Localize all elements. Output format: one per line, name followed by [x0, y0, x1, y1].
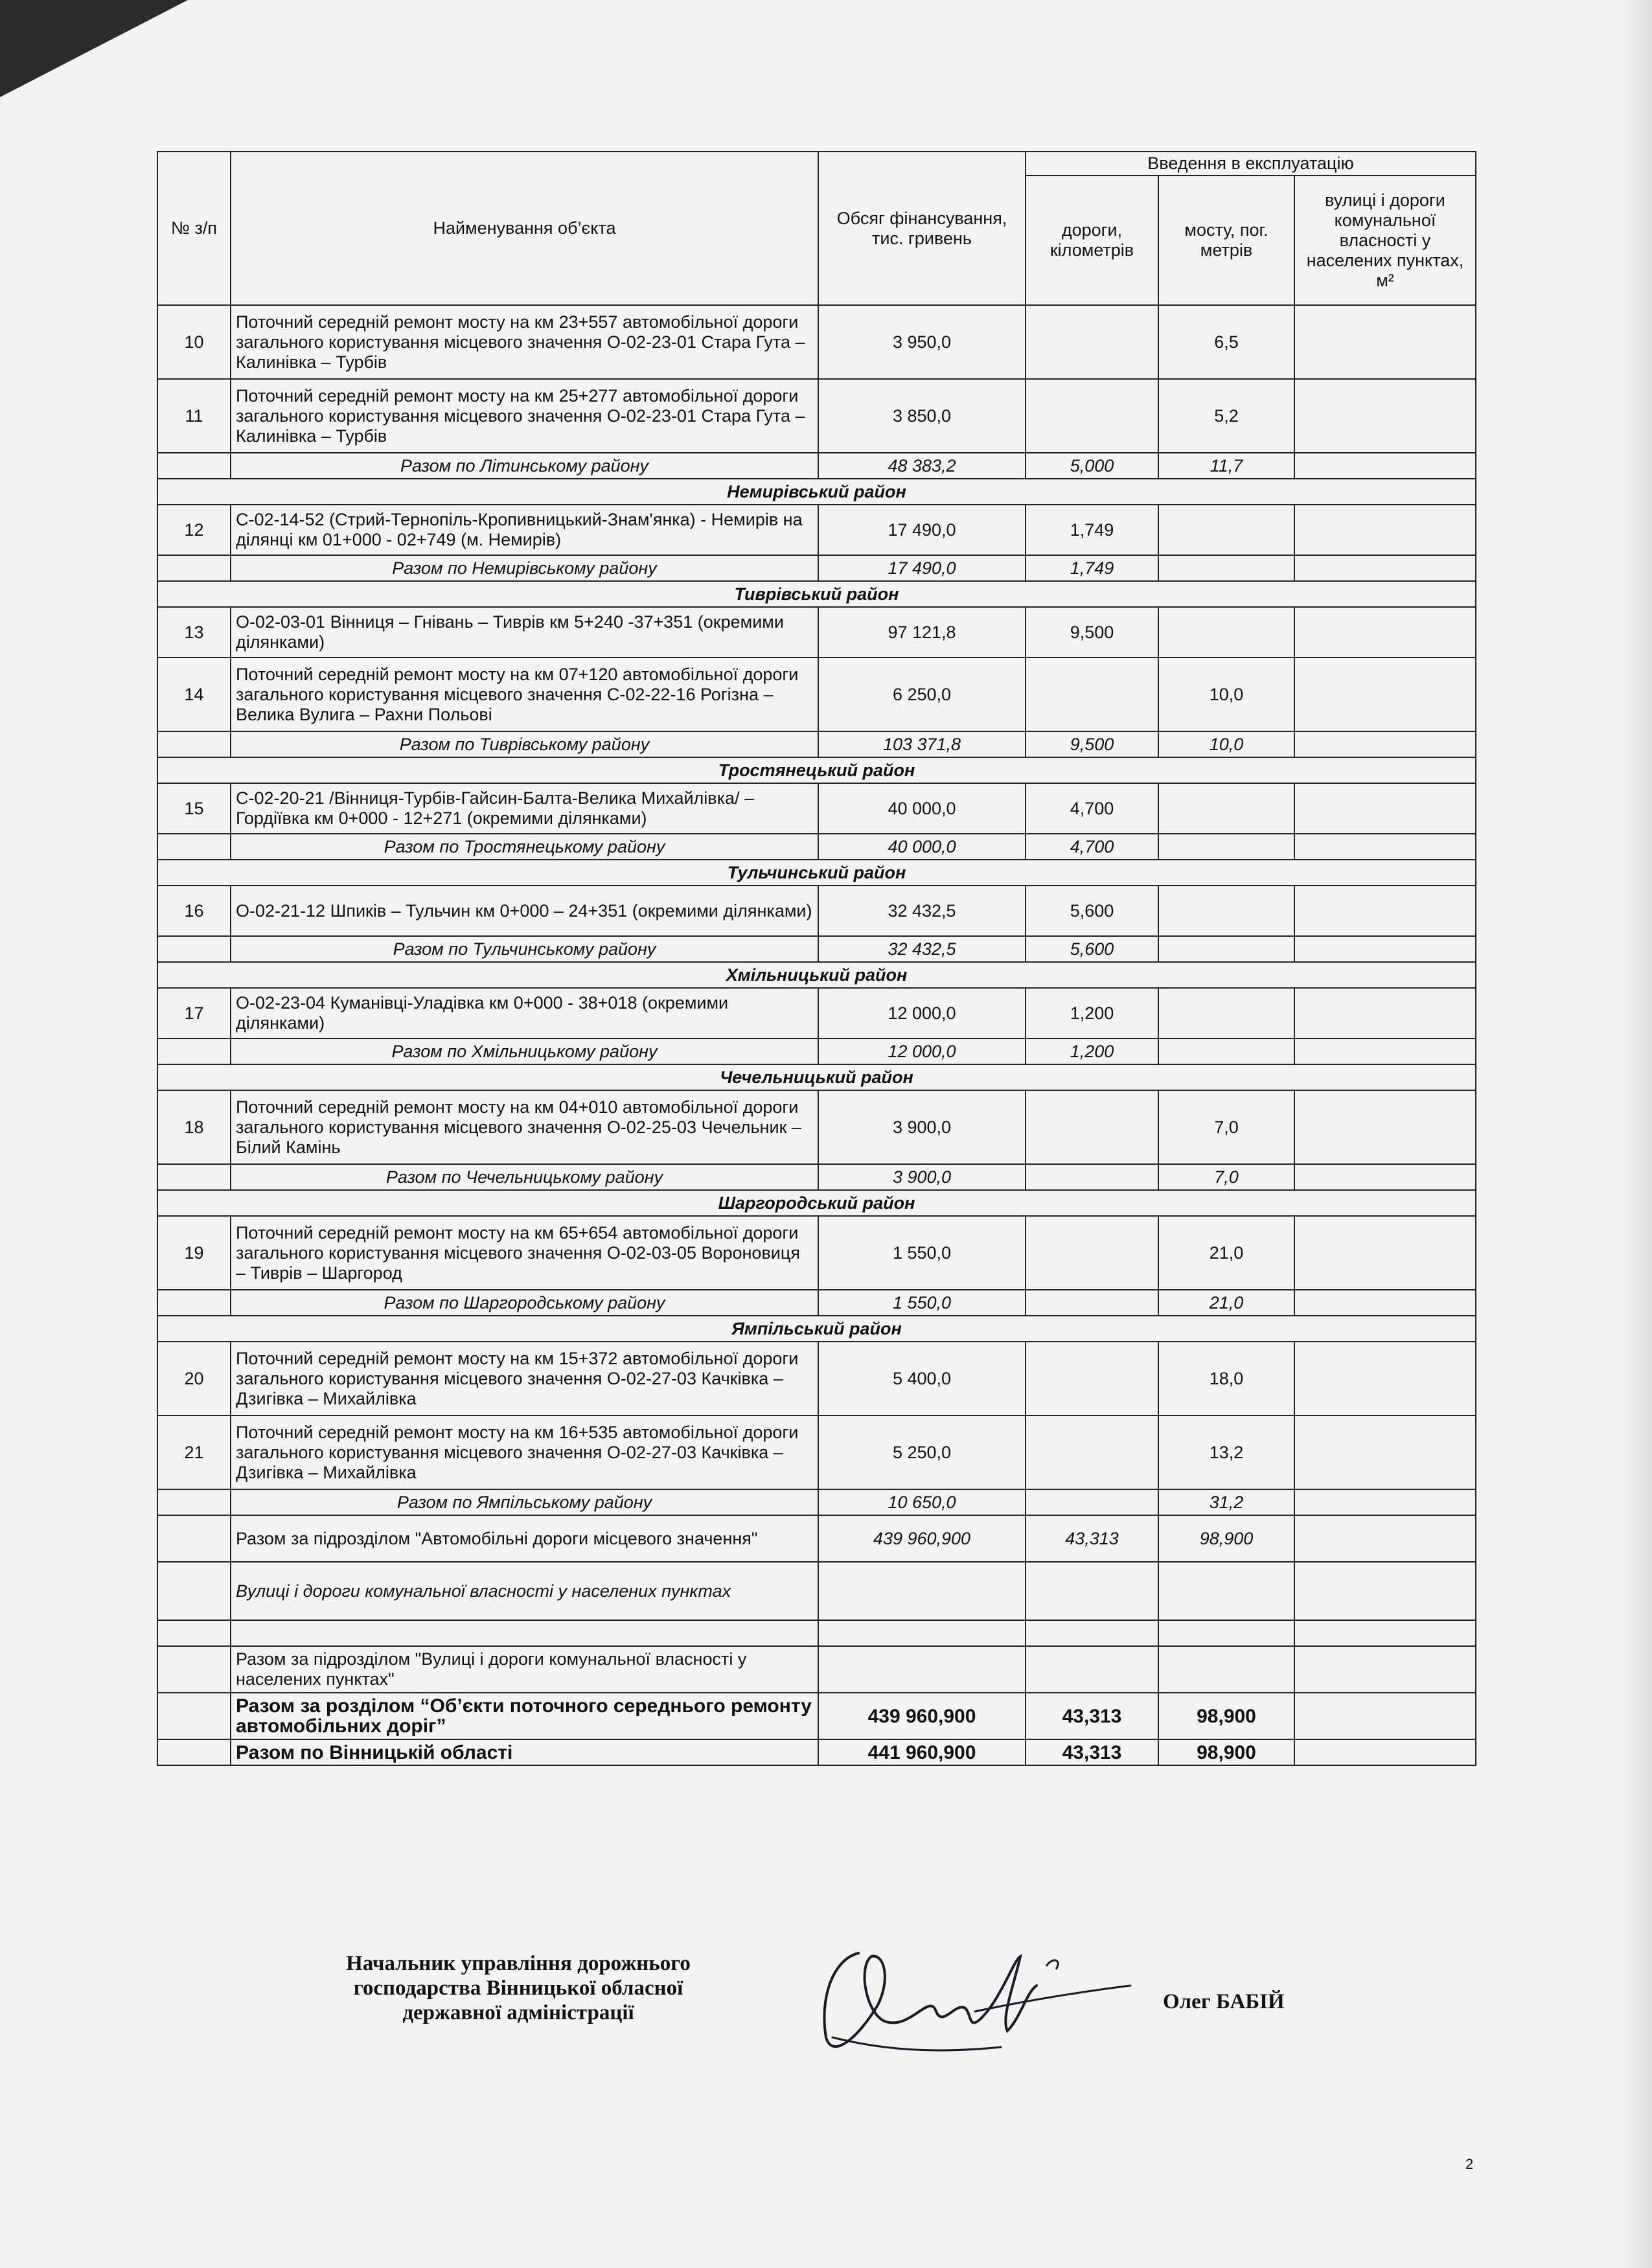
- subtotal-funding: 12 000,0: [818, 1038, 1026, 1064]
- funding-amount: 3 950,0: [818, 305, 1026, 379]
- district-subtotal-row: [157, 453, 1476, 479]
- row-number: 19: [157, 1216, 231, 1290]
- funding-amount: 1 550,0: [818, 1216, 1026, 1290]
- bridges-m: [1158, 505, 1294, 555]
- row-number-empty: [157, 1646, 231, 1693]
- streets-m2: [1294, 1415, 1476, 1489]
- object-name: Поточний середній ремонт мосту на км 25+277 автомобільної дороги загального користування місцевого значення О-02-23-01 Стара Гута – Калинівка – Турбів: [231, 379, 818, 453]
- table-header: [157, 152, 1476, 305]
- table-row: [157, 1342, 1476, 1415]
- object-name: Поточний середній ремонт мосту на км 65+654 автомобільної дороги загального користування місцевого значення О-02-03-05 Вороновиця – Тиврів – Шаргород: [231, 1216, 818, 1290]
- table-body: [157, 305, 1476, 1765]
- row-number-empty: [157, 1515, 231, 1562]
- streets-m2: [1294, 607, 1476, 658]
- row-number-empty: [157, 1693, 231, 1739]
- object-name: Поточний середній ремонт мосту на км 16+535 автомобільної дороги загального користування місцевого значення О-02-27-03 Качківка – Дзигівка – Михайлівка: [231, 1415, 818, 1489]
- subtotal-bridges-m: 10,0: [1158, 731, 1294, 757]
- row-number-empty: [157, 731, 231, 757]
- subtotal-roads-km: 1,200: [1026, 1038, 1158, 1064]
- scan-dark-corner: [0, 0, 188, 97]
- row-number-empty: [157, 1290, 231, 1316]
- section-total-row: [157, 1646, 1476, 1693]
- grand-total-funding: 441 960,900: [818, 1739, 1026, 1765]
- object-name: О-02-03-01 Вінниця – Гнівань – Тиврів км 5+240 -37+351 (окремими ділянками): [231, 607, 818, 658]
- table-row: [157, 1090, 1476, 1164]
- subtotal-funding: 48 383,2: [818, 453, 1026, 479]
- subtotal-roads-km: [1026, 1290, 1158, 1316]
- object-name: О-02-23-04 Куманівці-Уладівка км 0+000 - 38+018 (окремими ділянками): [231, 988, 818, 1038]
- district-name: Ямпільський район: [157, 1316, 1476, 1342]
- row-number: 20: [157, 1342, 231, 1415]
- row-number: 16: [157, 886, 231, 936]
- object-name: Поточний середній ремонт мосту на км 07+120 автомобільної дороги загального користування місцевого значення С-02-22-16 Рогізна – Велика Вулига – Рахни Польові: [231, 658, 818, 731]
- subtotal-funding: 40 000,0: [818, 834, 1026, 860]
- page-number: 2: [1465, 2156, 1474, 2172]
- signatory-name: Олег БАБІЙ: [1163, 1990, 1285, 2013]
- district-heading-row: [157, 860, 1476, 886]
- subtotal-label: Разом по Тульчинському району: [231, 936, 818, 962]
- grand-total-bridges-m: 98,900: [1158, 1693, 1294, 1739]
- district-subtotal-row: [157, 1164, 1476, 1190]
- district-subtotal-row: [157, 936, 1476, 962]
- table-row: [157, 607, 1476, 658]
- district-subtotal-row: [157, 1038, 1476, 1064]
- streets-m2: [1294, 1090, 1476, 1164]
- object-name: С-02-14-52 (Стрий-Тернопіль-Кропивницький-Знам'янка) - Немирів на ділянці км 01+000 - 02+749 (м. Немирів): [231, 505, 818, 555]
- funding-amount: 3 900,0: [818, 1090, 1026, 1164]
- district-subtotal-row: [157, 1290, 1476, 1316]
- bridges-m: 21,0: [1158, 1216, 1294, 1290]
- table-row: [157, 505, 1476, 555]
- district-heading-row: [157, 1064, 1476, 1090]
- row-number: 12: [157, 505, 231, 555]
- subtotal-roads-km: 5,600: [1026, 936, 1158, 962]
- district-name: Тульчинський район: [157, 860, 1476, 886]
- subtotal-roads-km: 1,749: [1026, 555, 1158, 581]
- district-heading-row: [157, 1316, 1476, 1342]
- roads-km: [1026, 379, 1158, 453]
- grand-total-funding: 439 960,900: [818, 1693, 1026, 1739]
- subtotal-funding: 32 432,5: [818, 936, 1026, 962]
- header-bridges-m: мосту, пог. метрів: [1158, 176, 1294, 305]
- grand-total-row: [157, 1739, 1476, 1765]
- district-subtotal-row: [157, 834, 1476, 860]
- roads-km: [1026, 1415, 1158, 1489]
- roads-km: 4,700: [1026, 783, 1158, 834]
- funding-amount: 3 850,0: [818, 379, 1026, 453]
- header-number: № з/п: [157, 152, 231, 305]
- row-number: 15: [157, 783, 231, 834]
- bridges-m: 10,0: [1158, 658, 1294, 731]
- grand-total-label: Разом по Вінницькій області: [231, 1739, 818, 1765]
- subtotal-label: Разом по Тиврівському району: [231, 731, 818, 757]
- bridges-m: 18,0: [1158, 1342, 1294, 1415]
- roads-km: [1026, 1216, 1158, 1290]
- bridges-m: 13,2: [1158, 1415, 1294, 1489]
- bridges-m: [1158, 783, 1294, 834]
- funding-amount: 32 432,5: [818, 886, 1026, 936]
- signatory-position-line: державної адміністрації: [402, 2001, 634, 2024]
- subtotal-bridges-m: [1158, 834, 1294, 860]
- empty-cell: [818, 1620, 1026, 1646]
- table-row: [157, 658, 1476, 731]
- funding-amount: 17 490,0: [818, 505, 1026, 555]
- subtotal-label: Разом по Літинському району: [231, 453, 818, 479]
- subtotal-streets-m2: [1294, 555, 1476, 581]
- row-number: 21: [157, 1415, 231, 1489]
- header-funding: Обсяг фінансування, тис. гривень: [818, 152, 1026, 305]
- subtotal-streets-m2: [1294, 1489, 1476, 1515]
- table-row: [157, 1216, 1476, 1290]
- section-funding: [818, 1646, 1026, 1693]
- district-name: Шаргородський район: [157, 1190, 1476, 1216]
- bridges-m: [1158, 988, 1294, 1038]
- subtotal-streets-m2: [1294, 453, 1476, 479]
- table-row: [157, 783, 1476, 834]
- section-total-row: [157, 1515, 1476, 1562]
- empty-cell: [157, 1620, 231, 1646]
- section-bridges-m: [1158, 1562, 1294, 1620]
- roads-km: [1026, 1090, 1158, 1164]
- object-name: О-02-21-12 Шпиків – Тульчин км 0+000 – 24+351 (окремими ділянками): [231, 886, 818, 936]
- district-name: Тиврівський район: [157, 581, 1476, 607]
- district-name: Немирівський район: [157, 479, 1476, 505]
- object-name: Поточний середній ремонт мосту на км 23+557 автомобільної дороги загального користування місцевого значення О-02-23-01 Стара Гута – Калинівка – Турбів: [231, 305, 818, 379]
- section-label: Вулиці і дороги комунальної власності у населених пунктах: [231, 1562, 818, 1620]
- section-funding: 439 960,900: [818, 1515, 1026, 1562]
- row-number: 14: [157, 658, 231, 731]
- row-number: 17: [157, 988, 231, 1038]
- bridges-m: [1158, 607, 1294, 658]
- section-funding: [818, 1562, 1026, 1620]
- blank-row: [157, 1620, 1476, 1646]
- subtotal-bridges-m: 7,0: [1158, 1164, 1294, 1190]
- subtotal-streets-m2: [1294, 1038, 1476, 1064]
- grand-total-label: Разом за розділом “Об’єкти поточного середнього ремонту автомобільних доріг”: [231, 1693, 818, 1739]
- empty-cell: [1026, 1620, 1158, 1646]
- grand-total-streets-m2: [1294, 1739, 1476, 1765]
- table-row: [157, 379, 1476, 453]
- subtotal-label: Разом по Шаргородському району: [231, 1290, 818, 1316]
- subtotal-roads-km: [1026, 1489, 1158, 1515]
- subtotal-bridges-m: 11,7: [1158, 453, 1294, 479]
- section-total-row: [157, 1562, 1476, 1620]
- subtotal-bridges-m: [1158, 936, 1294, 962]
- header-commissioning: Введення в експлуатацію: [1026, 152, 1476, 176]
- district-heading-row: [157, 757, 1476, 783]
- subtotal-bridges-m: 21,0: [1158, 1290, 1294, 1316]
- funding-amount: 12 000,0: [818, 988, 1026, 1038]
- row-number-empty: [157, 1562, 231, 1620]
- empty-cell: [1294, 1620, 1476, 1646]
- section-streets-m2: [1294, 1515, 1476, 1562]
- streets-m2: [1294, 886, 1476, 936]
- district-name: Тростянецький район: [157, 757, 1476, 783]
- bridges-m: [1158, 886, 1294, 936]
- roads-km: 1,749: [1026, 505, 1158, 555]
- subtotal-label: Разом по Тростянецькому району: [231, 834, 818, 860]
- road-repair-table-container: [157, 151, 1475, 1766]
- subtotal-label: Разом по Ямпільському району: [231, 1489, 818, 1515]
- object-name: Поточний середній ремонт мосту на км 15+372 автомобільної дороги загального користування місцевого значення О-02-27-03 Качківка – Дзигівка – Михайлівка: [231, 1342, 818, 1415]
- roads-km: [1026, 658, 1158, 731]
- empty-cell: [231, 1620, 818, 1646]
- subtotal-funding: 17 490,0: [818, 555, 1026, 581]
- section-bridges-m: [1158, 1646, 1294, 1693]
- table-row: [157, 305, 1476, 379]
- handwritten-signature-icon: [807, 1940, 1143, 2063]
- subtotal-label: Разом по Хмільницькому району: [231, 1038, 818, 1064]
- funding-amount: 97 121,8: [818, 607, 1026, 658]
- header-object-name: Найменування об’єкта: [231, 152, 818, 305]
- row-number: 10: [157, 305, 231, 379]
- grand-total-row: [157, 1693, 1476, 1739]
- district-heading-row: [157, 1190, 1476, 1216]
- subtotal-streets-m2: [1294, 731, 1476, 757]
- roads-km: [1026, 305, 1158, 379]
- subtotal-streets-m2: [1294, 1290, 1476, 1316]
- row-number-empty: [157, 834, 231, 860]
- row-number: 13: [157, 607, 231, 658]
- subtotal-roads-km: 5,000: [1026, 453, 1158, 479]
- district-heading-row: [157, 581, 1476, 607]
- subtotal-funding: 10 650,0: [818, 1489, 1026, 1515]
- grand-total-roads-km: 43,313: [1026, 1693, 1158, 1739]
- section-roads-km: [1026, 1562, 1158, 1620]
- row-number-empty: [157, 1038, 231, 1064]
- bridges-m: 7,0: [1158, 1090, 1294, 1164]
- row-number-empty: [157, 1489, 231, 1515]
- subtotal-funding: 1 550,0: [818, 1290, 1026, 1316]
- subtotal-streets-m2: [1294, 834, 1476, 860]
- grand-total-roads-km: 43,313: [1026, 1739, 1158, 1765]
- section-streets-m2: [1294, 1562, 1476, 1620]
- district-subtotal-row: [157, 555, 1476, 581]
- signatory-position: [298, 1951, 739, 2025]
- roads-km: 9,500: [1026, 607, 1158, 658]
- row-number-empty: [157, 453, 231, 479]
- section-bridges-m: 98,900: [1158, 1515, 1294, 1562]
- subtotal-label: Разом по Немирівському району: [231, 555, 818, 581]
- row-number-empty: [157, 936, 231, 962]
- district-subtotal-row: [157, 731, 1476, 757]
- row-number: 11: [157, 379, 231, 453]
- section-roads-km: [1026, 1646, 1158, 1693]
- streets-m2: [1294, 988, 1476, 1038]
- empty-cell: [1158, 1620, 1294, 1646]
- header-streets-m2: вулиці і дороги комунальної власності у населених пунктах, м²: [1294, 176, 1476, 305]
- subtotal-funding: 103 371,8: [818, 731, 1026, 757]
- bridges-m: 5,2: [1158, 379, 1294, 453]
- row-number-empty: [157, 555, 231, 581]
- grand-total-streets-m2: [1294, 1693, 1476, 1739]
- grand-total-bridges-m: 98,900: [1158, 1739, 1294, 1765]
- section-label: Разом за підрозділом "Вулиці і дороги комунальної власності у населених пунктах": [231, 1646, 818, 1693]
- subtotal-roads-km: 4,700: [1026, 834, 1158, 860]
- roads-km: [1026, 1342, 1158, 1415]
- funding-amount: 5 250,0: [818, 1415, 1026, 1489]
- funding-amount: 5 400,0: [818, 1342, 1026, 1415]
- table-row: [157, 988, 1476, 1038]
- subtotal-roads-km: [1026, 1164, 1158, 1190]
- roads-km: 5,600: [1026, 886, 1158, 936]
- funding-amount: 40 000,0: [818, 783, 1026, 834]
- streets-m2: [1294, 305, 1476, 379]
- table-row: [157, 886, 1476, 936]
- row-number: 18: [157, 1090, 231, 1164]
- subtotal-streets-m2: [1294, 936, 1476, 962]
- streets-m2: [1294, 783, 1476, 834]
- section-roads-km: 43,313: [1026, 1515, 1158, 1562]
- bridges-m: 6,5: [1158, 305, 1294, 379]
- signatory-position-line: господарства Вінницької обласної: [353, 1976, 683, 2000]
- district-heading-row: [157, 962, 1476, 988]
- district-name: Хмільницький район: [157, 962, 1476, 988]
- subtotal-bridges-m: [1158, 1038, 1294, 1064]
- road-repair-table: [157, 151, 1476, 1766]
- subtotal-bridges-m: 31,2: [1158, 1489, 1294, 1515]
- scan-page-edge: [1622, 0, 1652, 2268]
- section-label: Разом за підрозділом "Автомобільні дороги місцевого значення": [231, 1515, 818, 1562]
- streets-m2: [1294, 505, 1476, 555]
- streets-m2: [1294, 1342, 1476, 1415]
- streets-m2: [1294, 1216, 1476, 1290]
- district-subtotal-row: [157, 1489, 1476, 1515]
- subtotal-label: Разом по Чечельницькому району: [231, 1164, 818, 1190]
- streets-m2: [1294, 658, 1476, 731]
- subtotal-funding: 3 900,0: [818, 1164, 1026, 1190]
- subtotal-streets-m2: [1294, 1164, 1476, 1190]
- funding-amount: 6 250,0: [818, 658, 1026, 731]
- district-name: Чечельницький район: [157, 1064, 1476, 1090]
- object-name: С-02-20-21 /Вінниця-Турбів-Гайсин-Балта-Велика Михайлівка/ – Гордіївка км 0+000 - 12+271 (окремими ділянками): [231, 783, 818, 834]
- row-number-empty: [157, 1164, 231, 1190]
- subtotal-bridges-m: [1158, 555, 1294, 581]
- row-number-empty: [157, 1739, 231, 1765]
- roads-km: 1,200: [1026, 988, 1158, 1038]
- subtotal-roads-km: 9,500: [1026, 731, 1158, 757]
- table-row: [157, 1415, 1476, 1489]
- section-streets-m2: [1294, 1646, 1476, 1693]
- streets-m2: [1294, 379, 1476, 453]
- signatory-position-line: Начальник управління дорожнього: [346, 1952, 691, 1975]
- district-heading-row: [157, 479, 1476, 505]
- object-name: Поточний середній ремонт мосту на км 04+010 автомобільної дороги загального користування місцевого значення О-02-25-03 Чечельник – Білий Камінь: [231, 1090, 818, 1164]
- header-roads-km: дороги, кілометрів: [1026, 176, 1158, 305]
